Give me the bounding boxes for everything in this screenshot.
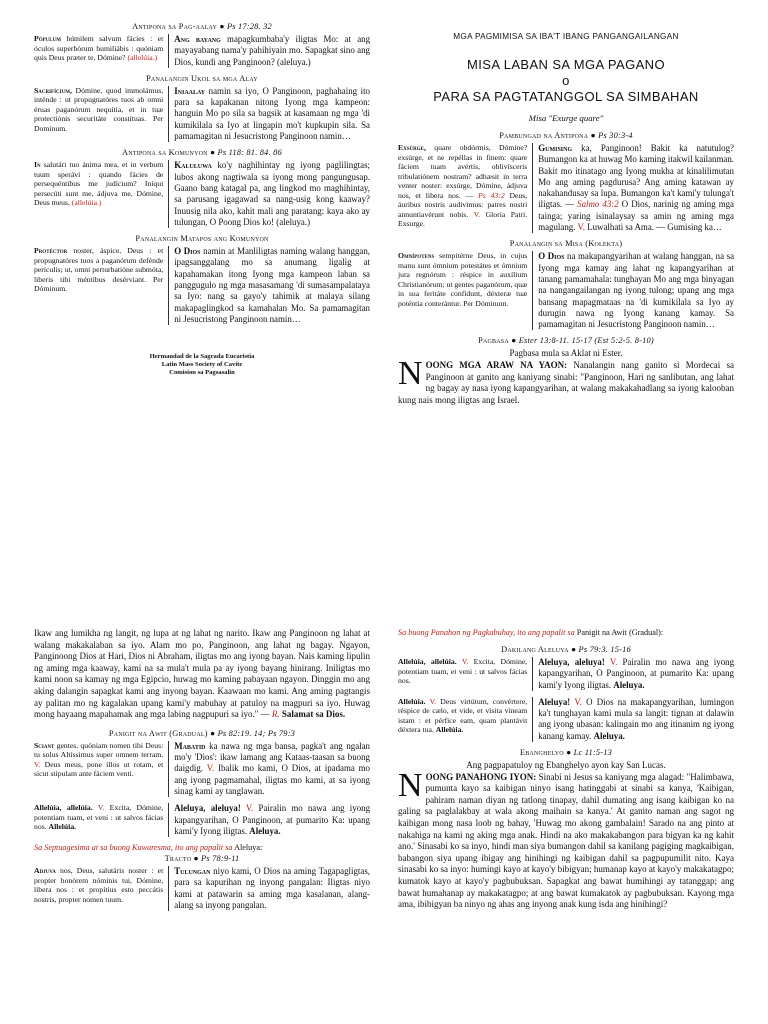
latin-tagalog-pair [34,246,370,325]
reading-continuation [34,628,370,721]
credit-block [34,353,370,377]
initial-word: Mabatid [174,740,206,751]
scripture-ref: Lc 11:5-13 [573,748,613,758]
initial-word: Exsúrge, [398,143,426,152]
latin-tagalog-pair [398,143,734,233]
initial-word: O Dios [538,251,565,262]
body-text: Luwalhati sa Ama. — Gumising ka… [584,222,722,233]
latin-text [34,160,168,228]
versicle-mark: V. [206,763,215,774]
tagalog-text [168,160,370,228]
rubric-note [34,843,370,852]
versicle-mark: V. [34,759,41,769]
heading-text: Ebanghelyo [519,748,564,758]
heading-text: Panalangin Matapos ang Komunyon [135,234,269,244]
body-text: O Dios na makapangyarihan, lumingon ka't tunghayan kami mula sa langit: tignan at dalawin ang iyong ubasan: kalingain mo ang itinanim ng iyong kanang kamay. [538,696,734,741]
reading-intro: Pagbasa mula sa Aklat ni Ester. [509,348,623,359]
heading-text: Antipona sa Komunyon [122,148,208,158]
initial-word: O Dios [174,246,201,257]
top-right-column [398,32,734,406]
alleluia-text: Allelúia. [435,725,464,735]
section-heading: Tracto ● Ps 78:9-11 [164,854,240,864]
scripture-ref: Ps 118: 81. 84. 86 [217,148,282,158]
alleluia-text: Aleluya! [538,696,571,707]
reading-text [398,355,734,406]
body-text: Ikaw ang lumikha ng langit, ng lupa at ng lahat ng narito. Ikaw ang Panginoon ng lahat at walang makakalaban sa iyo. Alam mo po, Panginoon, ang lahat ng bagay. Ngayon, Panginoong Dios at Hari, Dios ni Abraham, iligtas mo ang iyong bayan. Nais kaming lipulin ng aming mga kaaway, kami na sa mula't mula pa ay iyong bayang hinirang. Iniligtas mo kami noon sa kamay ng mga Egipcio, huwag mo kaming pabayaan ngayon. Dinggin mo ang aking dalangin sapagkat kami ang inyong bayan. Kaawaan mo kami. Ang aming pagtangis ay palitan mo ng kagalakan upang kami'y mabuhay at patuloy na magpuri sa iyo. Huwag mong hayaang mapahamak ang mga labing nagpupuri sa iyo." — [34,628,370,720]
alleluia-text: Aleluya. [249,825,281,836]
rubric-alleluia: (allelúia.) [127,53,158,62]
tagalog-text [532,143,734,233]
body-text: húmilem salvum fácies : et óculos superbórum humiliábis : quóniam quis Deus præter te, Dómine? [34,34,164,62]
initial-word: Ang bayang [174,34,221,44]
mass-incipit: Misa "Exurge quare" [528,113,604,123]
credit-line: Comision sa Pagsasalin [169,369,235,377]
heading-text: Tracto [164,854,192,864]
body-text: ka nawa ng mga bansa, pagka't ang ngalan mo'y 'Dios': ikaw lamang ang Kataas-taasan sa buong daigdig. [174,740,370,774]
gospel-intro: Ang pagpapatuloy ng Ebanghelyo ayon kay San Lucas. [466,760,666,771]
scripture-ref: Ps 79:3. 15-16 [578,645,631,654]
latin-tagalog-pair [34,34,370,68]
initial-word: Tulungan [174,866,211,877]
section-heading: Dakilang Aleluya ● Ps 79:3. 15-16 [501,645,631,654]
initial-word: Sciant [34,740,55,750]
tagalog-text [532,251,734,330]
gospel-text [398,766,734,911]
initial-word: Iniaalay [174,85,206,96]
tagalog-text [168,246,370,325]
latin-text [398,251,532,330]
body-text: Excita, Dómine, potentiam tuam, et veni : ut salvos fácias nos. [34,803,164,832]
alleluia-text: Allelúia, allelúia. [34,803,93,813]
rubric-text: Sa buong Panahon ng Pagkabuhay, ito ang papalit sa [398,628,575,637]
versicle-mark: V. [609,657,618,667]
latin-tagalog-pair [398,657,734,691]
latin-tagalog-pair [34,866,370,911]
tagalog-text [168,803,370,837]
latin-tagalog-pair [34,803,370,837]
mass-title: MISA LABAN SA MGA PAGANO [467,57,665,72]
body-text: Deus virtútum, convértere, réspice de cælo, et vide, et vísita víneam istam : et pérfice eam, quam plantávit déxtera tua. [398,696,528,735]
response-mark: R. [271,709,280,720]
rubric-target: Panigit na Awit (Gradual): [574,628,664,637]
bottom-left-column [34,628,370,917]
heading-text: Panalangin sa Misa (Kolekta) [509,239,623,249]
tagalog-text [532,697,734,742]
latin-text [398,143,532,233]
section-heading [34,74,370,83]
body-text: sempitérne Deus, in cujus manu sunt ómnium potestátes et ómnium jura regnórum : réspice in auxílium Christianórum; ut gentes paganórum, quæ in sua feritáte confídunt, déxteræ tuæ poténtia conterántur. Per Dóminum. [398,251,528,308]
heading-text: Antipona sa Pag-aalay [132,22,218,31]
initial-word: Pópulum [34,34,61,43]
alleluia-text: Aleluya, aleluya! [174,803,241,814]
alleluia-text: Aleluya. [613,679,645,690]
latin-text [398,697,532,742]
scripture-ref: Ps 78:9-11 [201,854,240,864]
credit-line: Hermandad de la Sagrada Eucaristía [149,353,255,361]
tagalog-text [168,741,370,797]
body-text: nos, Deus, salutáris noster : et propter honórem nóminis tui, Dómine, libera nos : et propítius esto peccátis nostris, propter nomen tuum. [34,866,164,904]
rubric-text: Sa Septuagesima at sa buong Kuwaresma, ito ang papalit sa [34,843,233,853]
versicle-mark: V. [97,803,105,813]
versicle-mark: V. [473,209,481,219]
heading-text: Dakilang Aleluya [501,645,569,654]
scripture-ref: Ps 82:19. 14; Ps 79:3 [217,728,296,738]
section-heading: Pagbasa ● Ester 13:8-11. 15-17 (Est 5:2-5. 8-10) [478,336,654,346]
body-text: quare obdórmis, Dómine? exsúrge, et ne repéllas in finem: quare fáciem tuam avértis, oblivísceris tribulatiónem nostram? adhæsit in terra venter noster: exsúrge, Dómine, ádjuva nos, et libera nos. — [398,143,528,200]
versicle-mark: V. [461,657,469,666]
section-heading: Antipona sa Komunyon ● Ps 118: 81. 84. 86 [122,148,282,158]
tagalog-text [532,657,734,691]
scripture-ref: Ester 13:8-11. 15-17 (Est 5:2-5. 8-10) [518,336,654,346]
alleluia-text: Allelúia. [48,822,77,832]
body-text: na makapangyarihan at walang hanggan, na sa Iyong mga kamay ang lahat ng kapangyarihan at tanang pamamahala: tunghayan Mo ang mga binyagan na nangangailangan ng iyong tulong; upang ang mga bansang mapagmataas na 'di kumikilala sa Iyo ay durugin nawa ng Iyong kanang kamay. Sa pamamagitan ni Jesucristong Panginoon namin… [538,251,735,330]
initial-word: Omnípotens [398,251,435,261]
latin-text [34,803,168,837]
latin-tagalog-pair [34,160,370,228]
title-conjunction: o [562,73,570,88]
initial-word: Sacrifícium, [34,85,72,95]
alleluia-text: Allelúia. [398,696,426,706]
section-heading: Pambungad na Antipona ● Ps 30:3-4 [499,131,633,140]
initial-word: Adjuva [34,866,56,876]
body-text: Nanalangin nang ganito si Mordecai sa Panginoon at ganito ang kaniyang sinabi: "Panginoon, Hari ng sanlibutan, ang lahat ng bagay ay nasa iyong kapangyarihan, at walang makakahadlang sa iyong kalooban kung nais mong iligtas ang Israel. [398,360,734,405]
heading-text: Pagbasa [478,336,509,346]
latin-tagalog-pair [34,86,370,142]
body-text: ka, Panginoon! Bakit ka natutulog? Bumangon ka at huwag Mo kaming itakwil kailanman. Bakit mo itinatago ang Iyong mukha at kinalilimutan Mo ang aming pagdurusa? Ang aming katawan ay nakahandusay sa lupa. Bumangon ka't kami'y tulunga't iligtas. — [538,143,734,210]
section-heading [34,234,370,243]
latin-tagalog-pair [398,251,734,330]
response-text: Salamat sa Dios. [279,709,346,720]
lead-words: OONG MGA ARAW NA YAON: [425,360,568,371]
top-left-column [34,20,370,377]
body-text: Gloria Patri. Exsurge. [398,209,528,228]
body-text: noster, áspice, Deus : et propugnatóres tuos a paganórum defénde perículis; ut, omni perturbatióne submóta, liberis tibi méntibus desérviant. Per Dóminum. [34,246,164,294]
latin-tagalog-pair [34,741,370,797]
rubric-note [398,628,734,637]
initial-word: Protéctor [34,246,68,256]
latin-text [34,866,168,911]
latin-text [34,86,168,142]
initial-word: Kaluluwa [174,160,212,171]
body-text: namin sa iyo, O Panginoon, paghahaing ito para sa kapakanan nitong Iyong mga kampeon: hanguin Mo po sila sa bagsik at kasamaan ng mga 'di kumikilala sa Iyo at lingapin mo't kupkupin sila. Sa pamamagitan ni Jesucristong Panginoon namin… [174,85,370,142]
alleluia-text: Aleluya, aleluya! [538,657,605,667]
body-text: Ibalik mo kami, O Dios, at ipadama mo ang iyong pagmamahal, iligtas mo kami, at sa iyong sinag kami ay tanglawan. [174,763,370,796]
body-text: Dómine, quod immolámus, inténde : ut propugnatóres tuos ab omni éruas paganórum nequítia, et in tuæ protectiónis securitáte constítuas. Per Dominum. [34,85,164,133]
body-text: O Dios, narinig ng aming mga tainga; yaring isinalaysay sa amin ng aming mga magulang. [538,199,734,233]
rubric-alleluia: (allelúia.) [71,198,102,208]
bottom-right-column [398,628,734,911]
drop-cap: N [398,355,423,393]
latin-text [34,34,168,68]
heading-text: Panalangin Ukol sa mga Alay [146,73,258,83]
body-text: ko'y naghihintay ng iyong paglilingtas; lubos akong nagtiwala sa iyong mong pangungusap. Gaano bang katagal pa, ang lingkod mo maghihintay, sa parusang igagawad sa nang-usig kong kaaway? Inuusig nila ako, kahit mali ang paratang: kaya ako ay tulungan, O Poong Dios ko! (aleluya.) [174,160,370,227]
body-text: Sinabi ni Jesus sa kaniyang mga alagad: "Halimbawa, pumunta kayo sa kaibigan ninyo isang hatinggabi at sinabi sa kanya, 'Kaibigan, pahiram naman diyan ng tatlong tinapay, dahil dumating ang isang kaibigan ko na galing sa paglalakbay at wala akong maihain sa kanya.' At ganito naman ang sagot ng kaibigan mong nasa loob ng bahay, 'Huwag mo akong gambalain! Sarado na ang pinto at nakahiga na kami ng aking mga anak. Hindi na ako makakabangon para bigyan ka ng kahit ano.' Sinasabi ko sa inyo, hindi man siya bumangon dahil sa kanilang pagiging magkaibigan, babangon siya upang ibigay ang hinihingi ng kaibigan dahil sa pagpupumilit nito. Kaya sinasabi ko sa inyo: humingi kayo at kayo'y bibigyan; humanap kayo at kayo'y makakatagpo; kumatok kayo at kayo'y pagbubuksan. Sapagkat ang bawat humihingi ay tatanggap; ang bawat humahanap ay makakatagpo; at ang bawat kumakatok ay pagbubuksan. Kayong mga ama, ibibigyan ba ninyo ng ahas ang inyong anak kung isda ang hinihingi? [398,771,734,910]
section-heading: Antipona sa Pag-aalay ● Ps 17:28. 32 [132,22,272,31]
body-text: salutári tuo ánima mea, et in verbum tuum sperávi : quando fácies de persequéntibus me judícium? Iníqui persecúti sunt me, ádjuva me, Dómine, Deus meus, [34,160,164,208]
scripture-ref: Ps 30:3-4 [598,131,633,140]
section-heading [398,239,734,248]
alleluia-text: Aleluya. [593,730,625,741]
heading-text: Pambungad na Antipona [499,131,589,140]
initial-word: In [34,160,41,170]
versicle-mark: V. [245,803,254,814]
series-title: MGA PAGMIMISA SA IBA'T IBANG PANGANGAILANGAN [453,32,679,41]
initial-word: Gumising [538,143,573,153]
body-text: mapagkumbaba'y iligtas Mo: at ang mayayabang nama'y pahihiyain mo. Sapagkat sino ang Dios, kundi ang Panginoon? (aleluya.) [174,34,371,67]
latin-text [34,246,168,325]
credit-line: Latin Mass Society of Cavite [161,361,243,369]
body-text: Pairalin mo nawa ang iyong kapangyarihan, O Panginoon, at pumarito Ka: upang kami'y Iyong iligtas. [174,803,371,836]
versicle-mark: V. [429,696,437,706]
latin-text [34,741,168,797]
body-text: niyo kami, O Dios na aming Tagapagligtas, para sa kapurihan ng inyong pangalan: Iligtas niyo kami at patawarin sa aming mga kasalanan, alang-alang sa inyong pangalan. [174,866,370,911]
alleluia-text: Allelúia, allelúia. [398,657,457,666]
scripture-ref: Ps 17:28. 32 [226,22,272,31]
rubric-target: Aleluya: [232,843,263,853]
tagalog-text [168,86,370,142]
body-text: Deus meus, pone illos ut rotam, et sicut stípulam ante fáciem venti. [34,759,164,779]
versicle-mark: V. [574,696,582,707]
psalm-ref: Salmo 43:2 [577,199,619,210]
body-text: Pairalin mo nawa ang iyong kapangyarihan, O Panginoon, at pumarito Ka: upang kami'y Iyong iligtas. [538,657,735,690]
body-text: gentes, quóniam nomen tibi Deus: tu solus Altíssimus super omnem terram. [34,740,164,760]
section-heading: Panigit na Awit (Gradual) ● Ps 82:19. 14; Ps 79:3 [108,728,296,738]
heading-text: Panigit na Awit (Gradual) [108,728,208,738]
tagalog-text [168,866,370,911]
latin-text [398,657,532,691]
section-heading: Ebanghelyo ● Lc 11:5-13 [519,748,613,758]
lead-words: OONG PANAHONG IYON: [425,771,537,782]
tagalog-text [168,34,370,68]
psalm-ref: Ps 43:2 [478,190,505,200]
drop-cap: N [398,766,423,804]
versicle-mark: V. [577,222,585,233]
latin-tagalog-pair [398,697,734,742]
body-text: namin at Manliligtas naming walang hanggan, ipagsanggalang mo sa anumang ligalig at kapahamakan itong Iyong mga kampeon laban sa panggugulo ng mga masasamang 'di sumasampalataya sa Iyo: nang sa gayo'y tahimik at malaya silang makapaglingkod sa kamahalan Mo. Sa pamamagitan ni Jesucristong Panginoon namin… [174,246,370,324]
mass-subtitle: PARA SA PAGTATANGGOL SA SIMBAHAN [433,89,699,104]
body-text: Deus, áuribus nostris audívimus: patres nostri annuntiavérunt nobis. [398,190,528,219]
body-text: Excita, Dómine, potentiam tuam, et veni : ut salvos fácias nos. [398,657,528,685]
